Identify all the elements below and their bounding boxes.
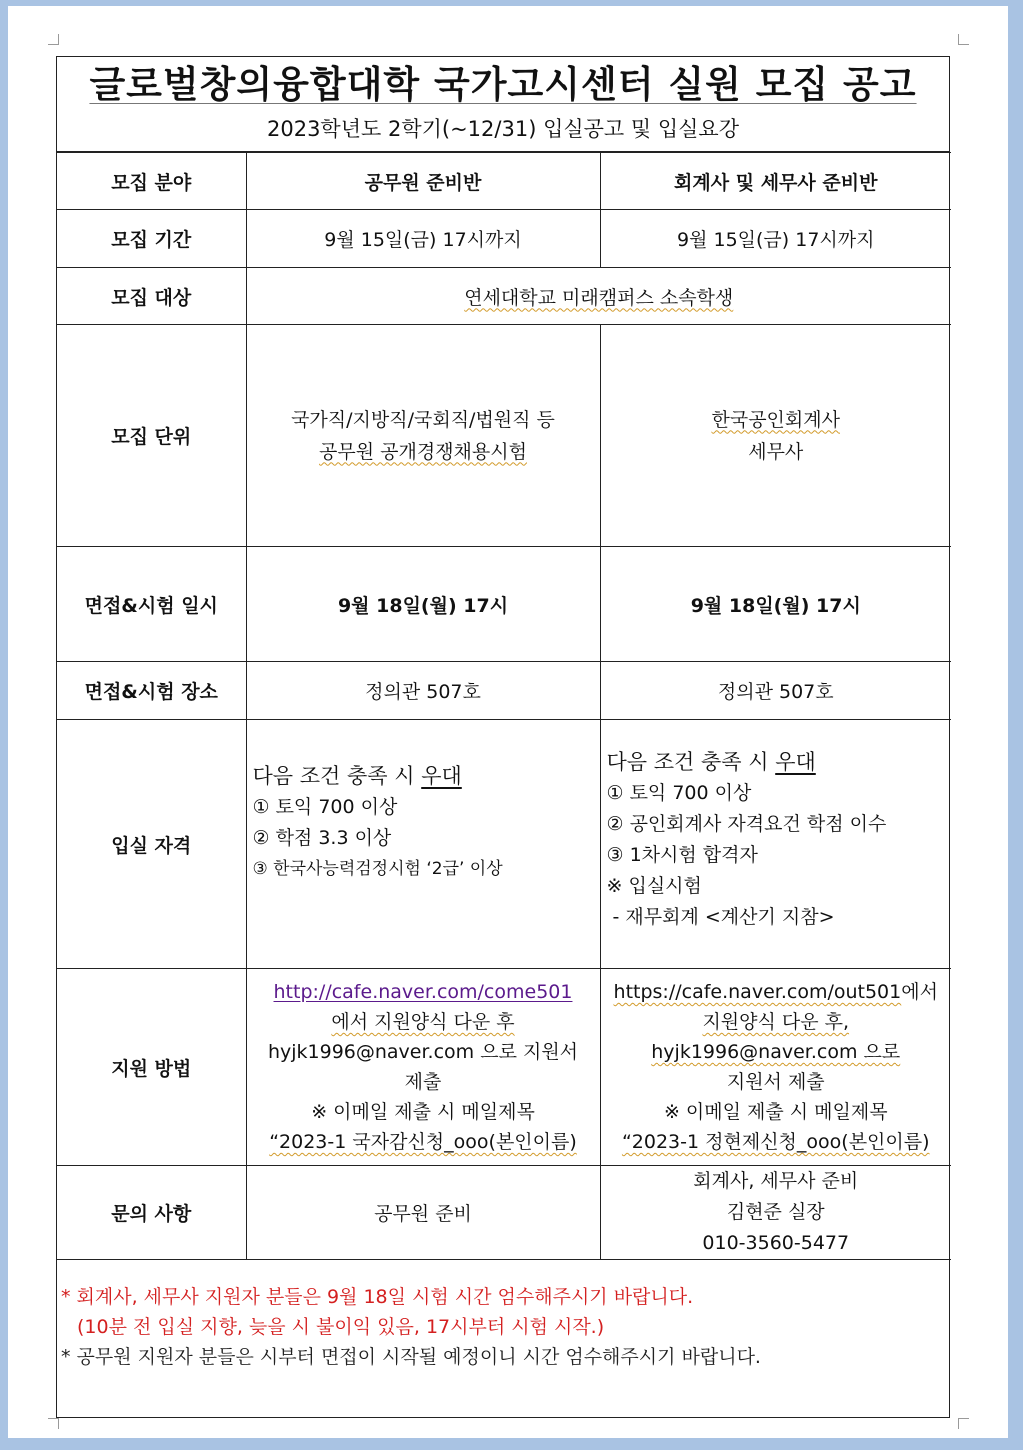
row-field — [57, 153, 951, 210]
cafe-link-out501[interactable]: https://cafe.naver.com/out501 — [613, 981, 902, 1003]
recruitment-table — [57, 152, 951, 1260]
apply-col1-line4: 제출 — [404, 1071, 442, 1093]
contact-phone: 010-3560-5477 — [702, 1232, 850, 1254]
document-page — [8, 6, 1008, 1438]
apply-col1-line3: hyjk1996@naver.com 으로 지원서 — [267, 1041, 579, 1063]
label-apply: 지원 방법 — [57, 969, 246, 1166]
row-contact — [57, 1166, 951, 1260]
apply-col2-link-line — [607, 977, 946, 1007]
qualification-col2-head: 다음 조건 충족 시 우대 — [606, 750, 816, 774]
unit-col1-line2-text: 공무원 공개경쟁채용시험 — [319, 440, 527, 463]
row-period — [57, 210, 951, 268]
crop-mark — [48, 34, 59, 45]
note-accounting: * 회계사, 세무사 지원자 분들은 9월 18일 시험 시간 엄수해주시기 바랍니다. — [61, 1286, 694, 1308]
apply-col1-line2-text: 에서 지원양식 다운 후 — [331, 1011, 515, 1033]
apply-col1-line6-text: “2023-1 국자감신청_ooo(본인이름) — [269, 1131, 577, 1153]
apply-col2-line3-text: hyjk1996@naver.com 으로 — [651, 1041, 901, 1063]
label-exam-place: 면접&시험 장소 — [57, 662, 246, 720]
notice-frame — [56, 56, 950, 1418]
qualification-col2-item: ① 토익 700 이상 — [606, 782, 752, 804]
note-accounting-sub: (10분 전 입실 지향, 늦을 시 불이익 있음, 17시부터 시험 시작.) — [77, 1316, 605, 1338]
label-target: 모집 대상 — [57, 268, 246, 325]
crop-mark — [48, 1418, 59, 1429]
period-col2: 9월 15일(금) 17시까지 — [600, 210, 951, 268]
unit-col2-line1-text: 한국공인회계사 — [711, 408, 840, 431]
contact-col1: 공무원 준비 — [246, 1166, 600, 1260]
exam-time-col1: 9월 18일(월) 17시 — [246, 547, 600, 662]
apply-col1-line2 — [253, 1007, 594, 1037]
label-exam-time: 면접&시험 일시 — [57, 547, 246, 662]
unit-col1-line2 — [253, 436, 594, 468]
qualification-col2 — [600, 720, 951, 969]
apply-col2 — [600, 969, 951, 1166]
target-value — [246, 268, 951, 325]
apply-col2-line2 — [607, 1007, 946, 1037]
apply-col1 — [246, 969, 600, 1166]
apply-col2-line5: ※ 이메일 제출 시 메일제목 — [663, 1101, 888, 1123]
exam-time-col2: 9월 18일(월) 17시 — [600, 547, 951, 662]
notice-subtitle: 2023학년도 2학기(~12/31) 입실공고 및 입실요강 — [266, 117, 739, 141]
contact-col2-line2: 김현준 실장 — [726, 1201, 825, 1223]
label-unit: 모집 단위 — [57, 325, 246, 547]
row-target — [57, 268, 951, 325]
field-civil-service: 공무원 준비반 — [246, 153, 600, 210]
apply-col2-line6-text: “2023-1 정현제신청_ooo(본인이름) — [621, 1131, 930, 1153]
notice-title: 글로벌창의융합대학 국가고시센터 실원 모집 공고 — [89, 63, 917, 106]
crop-mark — [958, 34, 969, 45]
label-period: 모집 기간 — [57, 210, 246, 268]
exam-place-col1: 정의관 507호 — [246, 662, 600, 720]
qualification-col2-item: ③ 1차시험 합격자 — [606, 844, 758, 866]
note-civil-service: * 공무원 지원자 분들은 시부터 면접이 시작될 예정이니 시간 엄수해주시기 바랍니다. — [61, 1346, 761, 1368]
apply-col2-line6 — [607, 1127, 946, 1157]
label-contact: 문의 사항 — [57, 1166, 246, 1260]
label-field: 모집 분야 — [57, 153, 246, 210]
apply-col2-line3 — [607, 1037, 946, 1067]
label-qualification: 입실 자격 — [57, 720, 246, 969]
unit-col1-line1: 국가직/지방직/국회직/법원직 등 — [291, 408, 555, 431]
apply-col1-link-line — [253, 977, 594, 1007]
row-unit — [57, 325, 951, 547]
exam-place-col2: 정의관 507호 — [600, 662, 951, 720]
target-text: 연세대학교 미래캠퍼스 소속학생 — [464, 286, 734, 309]
field-accounting-tax: 회계사 및 세무사 준비반 — [600, 153, 951, 210]
contact-col2-line1: 회계사, 세무사 준비 — [693, 1170, 859, 1192]
unit-col2 — [600, 325, 951, 547]
qualification-col1-item: ③ 한국사능력검정시험 ‘2급’ 이상 — [252, 859, 503, 879]
title-box — [57, 57, 949, 152]
qualification-col2-item: ※ 입실시험 — [606, 875, 702, 897]
apply-col2-link-suffix: 에서 — [901, 981, 938, 1003]
apply-col2-line4: 지원서 제출 — [726, 1071, 825, 1093]
apply-col1-line6 — [253, 1127, 594, 1157]
unit-col1 — [246, 325, 600, 547]
row-qualification — [57, 720, 951, 969]
notes-section — [57, 1260, 949, 1372]
qualification-col2-item: - 재무회계 <계산기 지참> — [606, 906, 835, 928]
qualification-col1-item: ① 토익 700 이상 — [252, 796, 398, 818]
apply-col1-line5: ※ 이메일 제출 시 메일제목 — [311, 1101, 535, 1123]
unit-col2-line1 — [607, 404, 946, 436]
qualification-col1 — [246, 720, 600, 969]
row-apply — [57, 969, 951, 1166]
crop-mark — [958, 1418, 969, 1429]
cafe-link-come501[interactable]: http://cafe.naver.com/come501 — [273, 981, 573, 1003]
contact-col2 — [600, 1166, 951, 1260]
qualification-col2-item: ② 공인회계사 자격요건 학점 이수 — [606, 813, 887, 835]
apply-col2-line2-text: 지원양식 다운 후, — [702, 1011, 850, 1033]
unit-col2-line2: 세무사 — [748, 440, 804, 463]
row-exam-place — [57, 662, 951, 720]
row-exam-time — [57, 547, 951, 662]
qualification-col1-head: 다음 조건 충족 시 우대 — [252, 764, 462, 788]
period-col1: 9월 15일(금) 17시까지 — [246, 210, 600, 268]
qualification-col1-item: ② 학점 3.3 이상 — [252, 827, 392, 849]
